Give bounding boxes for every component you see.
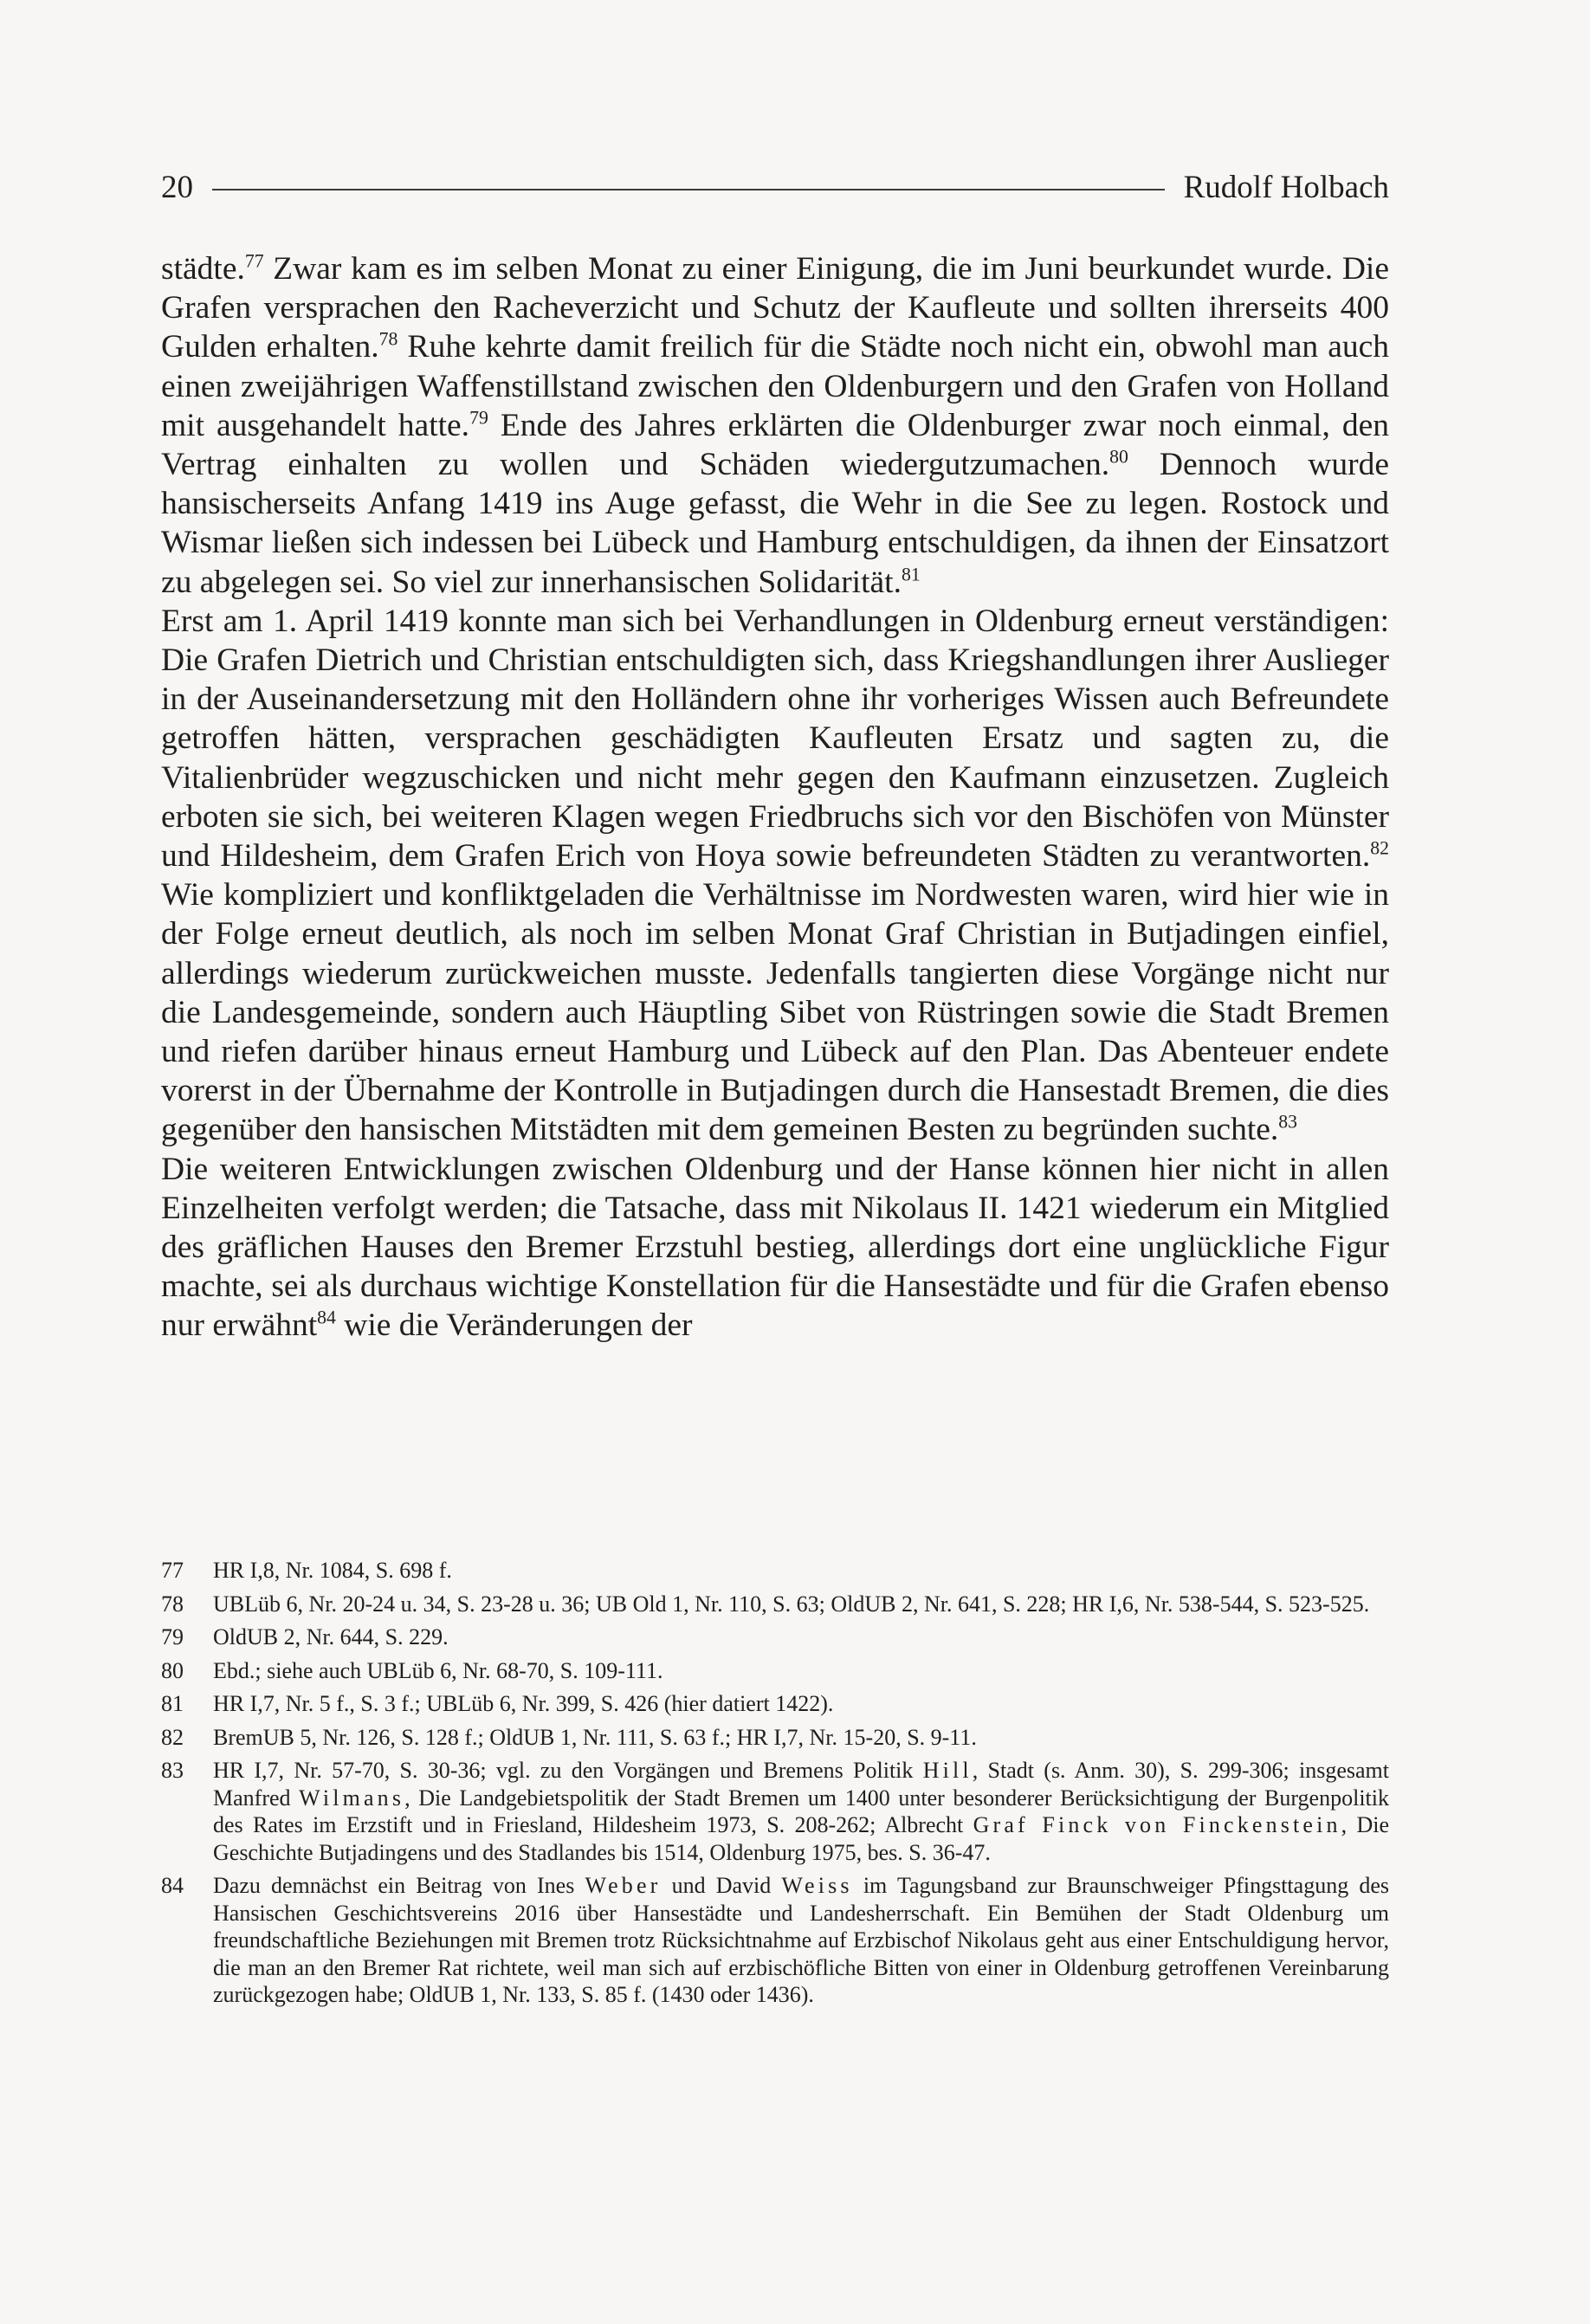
footnote-text: Ebd.; siehe auch UBLüb 6, Nr. 68-70, S. 109-111.: [213, 1657, 663, 1683]
running-head: Rudolf Holbach: [1183, 169, 1389, 205]
footnote: [161, 1724, 1389, 1752]
footnote-number: 84: [161, 1873, 184, 1898]
footnote: [161, 1557, 1389, 1585]
footnote: [161, 1872, 1389, 2009]
footnote: [161, 1624, 1389, 1651]
footnote-ref: 82: [1370, 837, 1389, 859]
footnote-text: BremUB 5, Nr. 126, S. 128 f.; OldUB 1, Nr. 111, S. 63 f.; HR I,7, Nr. 15-20, S. 9-11.: [213, 1724, 977, 1750]
footnote-text: UBLüb 6, Nr. 20-24 u. 34, S. 23-28 u. 36; UB Old 1, Nr. 110, S. 63; OldUB 2, Nr. 641, S. 228; HR I,6, Nr. 538-544, S. 523-525.: [213, 1591, 1370, 1617]
author-name: Weiss: [781, 1873, 853, 1898]
footnote-number: 81: [161, 1691, 184, 1716]
footnote-number: 82: [161, 1724, 184, 1750]
footnotes: [161, 1557, 1389, 2015]
footnote: [161, 1591, 1389, 1618]
footnote-ref: 83: [1278, 1111, 1298, 1133]
author-name: Graf Finck von Finckenstein: [973, 1812, 1341, 1837]
footnote-ref: 81: [901, 564, 921, 585]
footnote-number: 77: [161, 1558, 184, 1583]
paragraph: Erst am 1. April 1419 konnte man sich bei Verhandlungen in Oldenburg erneut verständigen: Die Grafen Dietrich und Christian entschuldigten sich, dass Kriegshandlungen ihrer Auslieger in der Auseinandersetzung mit den Holländern ohne ihr vorheriges Wissen auch Befreundete getroffen hätten, versprachen geschädigten Kaufleuten Ersatz und sagten zu, die Vitalienbrüder wegzuschicken und nicht mehr gegen den Kaufmann einzusetzen. Zugleich erboten sie sich, bei weiteren Klagen wegen Friedbruchs sich vor den Bischöfen von Münster und Hildesheim, dem Grafen Erich von Hoya sowie befreundeten Städten zu verantworten.$^{82}$ Wie kompliziert und konfliktgeladen die Verhältnisse im Nordwesten waren, wird hier wie in der Folge erneut deutlich, als noch im selben Monat Graf Christian in Butjadingen einfiel, allerdings wiederum zurückweichen musste. Jedenfalls tangierten diese Vorgänge nicht nur die Landesgemeinde, sondern auch Häuptling Sibet von Rüstringen sowie die Stadt Bremen und riefen darüber hinaus erneut Hamburg und Lübeck auf den Plan. Das Abenteuer endete vorerst in der Übernahme der Kontrolle in Butjadingen durch die Hansestadt Bremen, die dies gegenüber den hansischen Mitstädten mit dem gemeinen Besten zu begründen suchte.$^{83}$: [161, 603, 1389, 1148]
footnote: [161, 1657, 1389, 1685]
footnote-number: 79: [161, 1624, 184, 1649]
footnote-number: 80: [161, 1657, 184, 1683]
page-header: [161, 163, 1389, 211]
author-name: Weber: [585, 1873, 662, 1898]
main-text: [161, 249, 1389, 1346]
author-name: Hill: [922, 1758, 973, 1783]
footnote-text: HR I,7, Nr. 5 f., S. 3 f.; UBLüb 6, Nr. 399, S. 426 (hier datiert 1422).: [213, 1691, 834, 1716]
footnote-ref: 77: [244, 250, 264, 272]
footnote-ref: 80: [1109, 446, 1128, 468]
footnote-text: HR I,7, Nr. 57-70, S. 30-36; vgl. zu den Vorgängen und Bremens Politik Hill, Stadt (s. Anm. 30), S. 299-306; insgesamt Manfred Wilmans, Die Landgebietspolitik der Stadt Bremen um 1400 unter besonderer Berücksichtigung der Burgenpolitik des Rates im Erzstift und in Friesland, Hildesheim 1973, S. 208-262; Albrecht Graf Finck von Finckenstein, Die Geschichte Butjadingens und des Stadlandes bis 1514, Oldenburg 1975, bes. S. 36-47.: [213, 1758, 1390, 1865]
author-name: Wilmans: [299, 1785, 405, 1811]
footnote-number: 78: [161, 1591, 184, 1617]
header-rule: [212, 189, 1165, 190]
footnote-ref: 84: [317, 1307, 336, 1328]
footnote-ref: 79: [469, 407, 488, 429]
paragraph: städte.$^{77}$ Zwar kam es im selben Monat zu einer Einigung, die im Juni beurkundet wurde. Die Grafen versprachen den Racheverzicht und Schutz der Kaufleute und sollten ihrerseits 400 Gulden erhalten.$^{78}$ Ruhe kehrte damit freilich für die Städte noch nicht ein, obwohl man auch einen zweijährigen Waffenstillstand zwischen den Oldenburgern und den Grafen von Holland mit ausgehandelt hatte.$^{79}$ Ende des Jahres erklärten die Oldenburger zwar noch einmal, den Vertrag einhalten zu wollen und Schäden wiedergutzumachen.$^{80}$ Dennoch wurde hansischerseits Anfang 1419 ins Auge gefasst, die Wehr in die See zu legen. Rostock und Wismar ließen sich indessen bei Lübeck und Hamburg entschuldigen, da ihnen der Einsatzort zu abgelegen sei. So viel zur innerhansischen Solidarität.$^{81}$: [161, 250, 1389, 600]
footnote-text: Dazu demnächst ein Beitrag von Ines Weber und David Weiss im Tagungsband zur Braunschweiger Pfingsttagung des Hansischen Geschichtsvereins 2016 über Hansestädte und Landesherrschaft. Ein Bemühen der Stadt Oldenburg um freundschaftliche Beziehungen mit Bremen trotz Rücksichtnahme auf Erzbischof Nikolaus geht aus einer Entschuldigung hervor, die man an den Bremer Rat richtete, weil man sich auf erzbischöfliche Bitten von einer in Oldenburg getroffenen Vereinbarung zurückgezogen habe; OldUB 1, Nr. 133, S. 85 f. (1430 oder 1436).: [213, 1873, 1389, 2007]
footnote-text: OldUB 2, Nr. 644, S. 229.: [213, 1624, 449, 1649]
footnote: [161, 1690, 1389, 1718]
footnote-text: HR I,8, Nr. 1084, S. 698 f.: [213, 1558, 452, 1583]
footnote-number: 83: [161, 1758, 184, 1783]
footnote-ref: 78: [378, 328, 398, 350]
paragraph: Die weiteren Entwicklungen zwischen Oldenburg und der Hanse können hier nicht in allen Einzelheiten verfolgt werden; die Tatsache, dass mit Nikolaus II. 1421 wiederum ein Mitglied des gräflichen Hauses den Bremer Erzstuhl bestieg, allerdings dort eine unglückliche Figur machte, sei als durchaus wichtige Konstellation für die Hansestädte und für die Grafen ebenso nur erwähnt$^{84}$ wie die Veränderungen der: [161, 1151, 1389, 1344]
page-number: 20: [161, 169, 193, 205]
footnote: [161, 1757, 1389, 1866]
